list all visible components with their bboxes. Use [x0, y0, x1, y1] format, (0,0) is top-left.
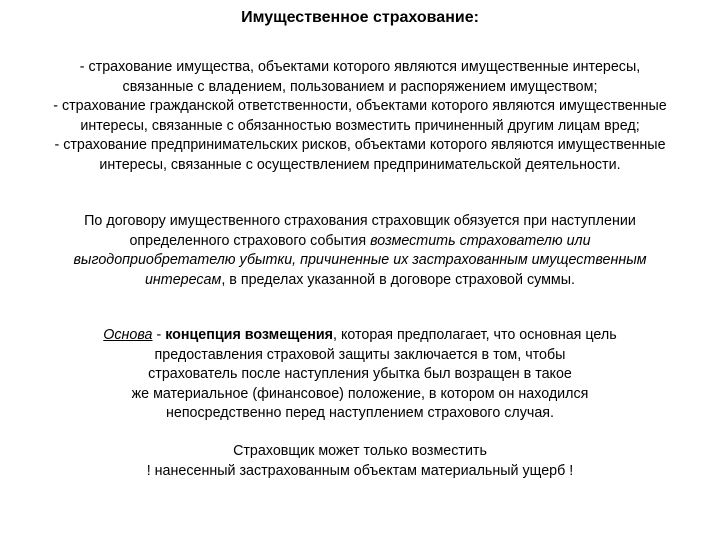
insurance-types-list: [0, 58, 720, 175]
basis-label: Основа: [103, 327, 153, 343]
contract-text-end: , в пределах указанной в договоре страховой суммы.: [221, 271, 575, 288]
list-line-2: связанные с владением, пользованием и распоряжением имуществом;: [122, 78, 598, 95]
contract-line-1: По договору имущественного страхования страховщик обязуется при наступлении: [84, 213, 636, 229]
basis-paragraph: [0, 326, 720, 424]
contract-emphasis: возместить страхователю или: [370, 232, 591, 249]
contract-emphasis-end: интересам: [144, 271, 222, 288]
basis-line-1: [0, 326, 720, 346]
list-line-1: - страхование имущества, объектами которого являются имущественные интересы,: [79, 59, 641, 75]
list-line-5: - страхование предпринимательских рисков, объектами которого являются имущественные: [54, 137, 666, 153]
basis-line-5: непосредственно перед наступлением страхового случая.: [165, 405, 555, 421]
insurer-paragraph: [0, 442, 720, 481]
contract-line-4: [0, 271, 720, 291]
contract-text: определенного страхового события: [129, 232, 371, 249]
insurer-line-2: ! нанесенный застрахованным объектам материальный ущерб !: [146, 462, 574, 479]
basis-line-2: предоставления страховой защиты заключается в том, чтобы: [154, 346, 566, 363]
basis-dash: -: [152, 327, 166, 343]
contract-line-3: выгодоприобретателю убытки, причиненные их застрахованным имущественным: [73, 252, 647, 268]
list-line-3: - страхование гражданской ответственности, объектами которого являются имущественные: [53, 98, 667, 114]
list-line-6: интересы, связанные с осуществлением предпринимательской деятельности.: [99, 156, 621, 173]
slide-title: Имущественное страхование:: [241, 9, 479, 26]
contract-line-2: [0, 232, 720, 252]
insurer-line-1: Страховщик может только возместить: [233, 443, 487, 459]
list-line-4: интересы, связанные с обязанностью возместить причиненный другим лицам вред;: [80, 117, 640, 134]
basis-rest: , которая предполагает, что основная цель: [333, 327, 617, 343]
contract-paragraph: [0, 212, 720, 290]
basis-line-3: страхователь после наступления убытка был возращен в такое: [148, 366, 572, 382]
basis-line-4: же материальное (финансовое) положение, в котором он находился: [131, 385, 589, 402]
basis-concept: концепция возмещения: [165, 327, 333, 343]
